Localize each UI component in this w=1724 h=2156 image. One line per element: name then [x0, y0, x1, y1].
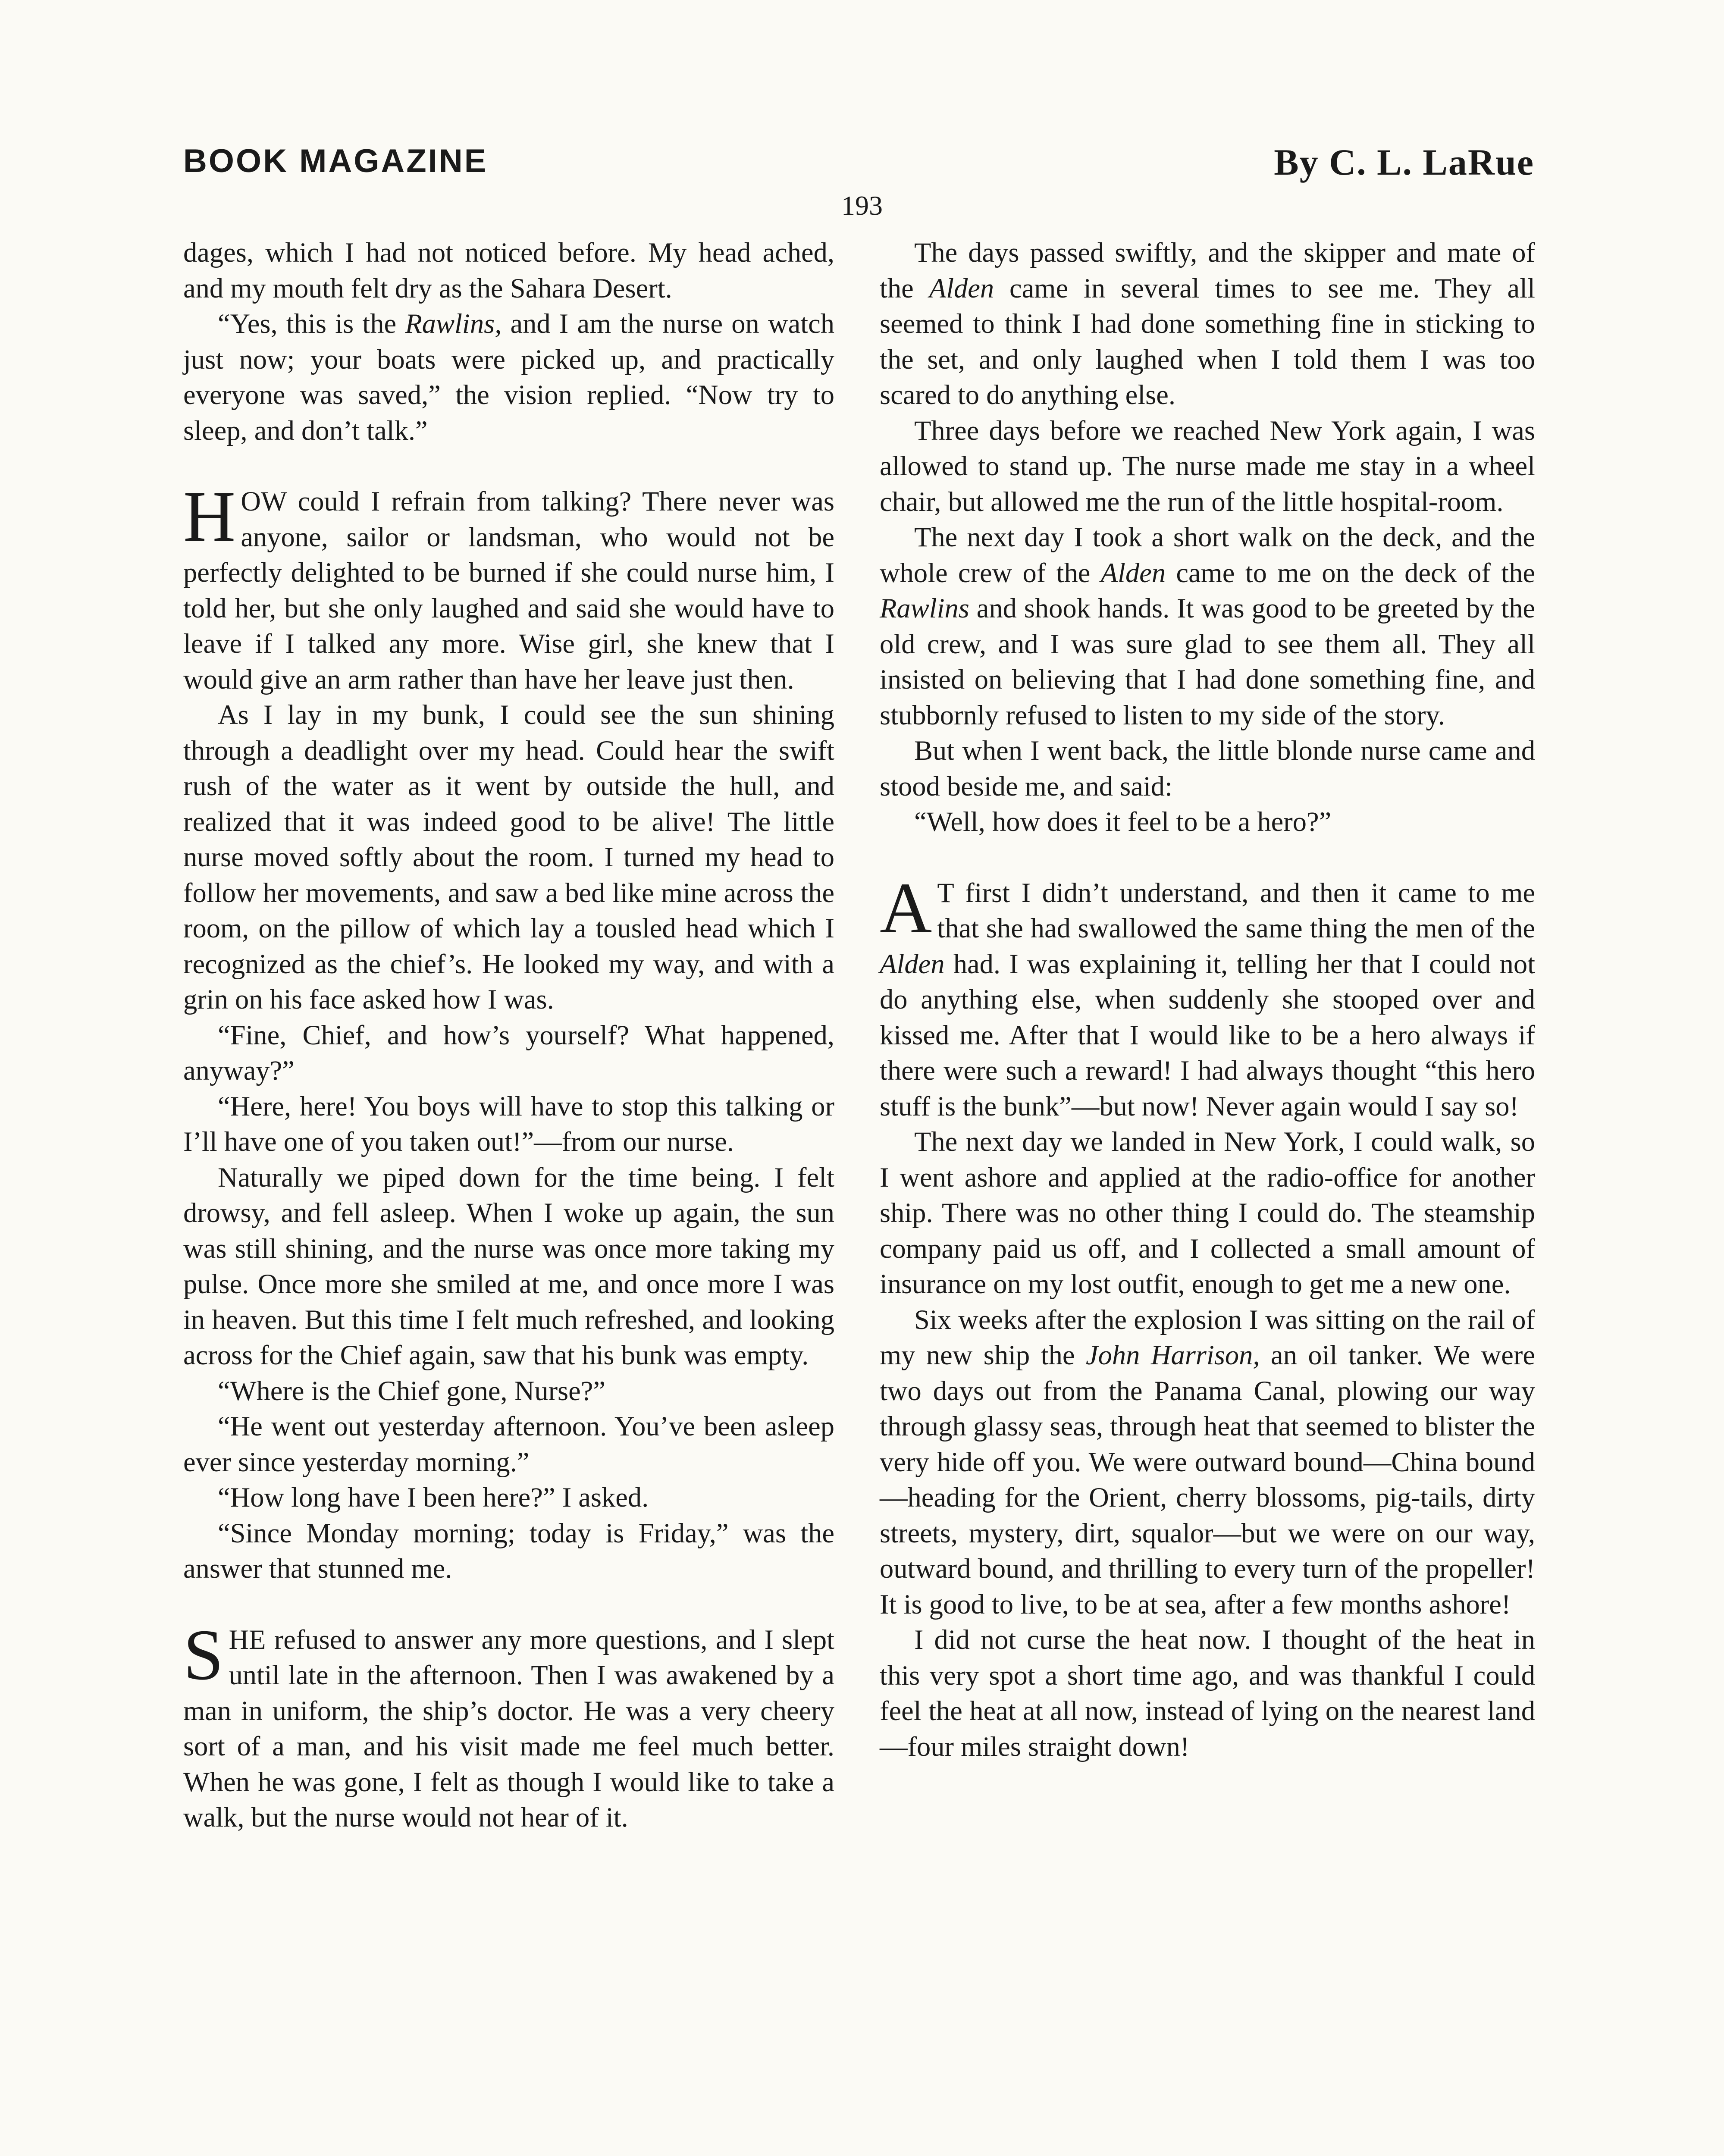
paragraph-text: Three days before we reached New York again, I was allowed to stand up. The nurse made me stay in a wheel chair, but allowed me the run of the little hospital-room.	[880, 415, 1535, 517]
paragraph	[880, 520, 1535, 733]
paragraph	[183, 1089, 834, 1160]
paragraph	[183, 1160, 834, 1373]
paragraph	[880, 1622, 1535, 1764]
paragraph-text: Naturally we piped down for the time being. I felt drowsy, and fell asleep. When I woke up again, the sun was still shining, and the nurse was once more taking my pulse. Once more she smiled at me, and once more I was in heaven. But this time I felt much refreshed, and looking across for the Chief again, saw that his bunk was empty.	[183, 1162, 834, 1370]
text-run: came in several times to see me. They all seemed to think I had done something fine in sticking to the set, and only laughed when I told them I was too scared to do anything else.	[880, 273, 1535, 410]
drop-cap-letter: A	[880, 868, 932, 948]
text-run: and shook hands. It was good to be greeted by the old crew, and I was sure glad to see them all. They all insisted on believing that I had done something fine, and stubbornly refused to listen to my side of the story.	[880, 593, 1535, 730]
paragraph-text: “How long have I been here?” I asked.	[218, 1482, 649, 1513]
italic-name: Rawlins,	[405, 308, 502, 339]
text-run: The days passed swiftly, and the skipper and mate of the	[880, 237, 1535, 304]
text-run: The next day I took a short walk on the deck, and the whole crew of the	[880, 522, 1535, 588]
italic-name: John Harrison,	[1086, 1340, 1260, 1370]
paragraph	[183, 235, 834, 306]
author-byline: By C. L. LaRue	[1274, 141, 1534, 183]
drop-cap-letter: H	[183, 476, 236, 557]
drop-cap-letter: S	[183, 1614, 224, 1695]
text-run: T first I didn’t understand, and then it came to me that she had swallowed the same thing the men of the	[937, 877, 1535, 943]
paragraph-text: “Well, how does it feel to be a hero?”	[914, 806, 1332, 837]
paragraph	[183, 1480, 834, 1516]
paragraph	[183, 697, 834, 1018]
paragraph	[183, 1373, 834, 1409]
right-column	[880, 235, 1535, 1764]
text-run: had. I was explaining it, telling her that I could not do anything else, when suddenly she stooped over and kissed me. After that I would like to be a hero always if there were such a reward! I had always thought “this hero stuff is the bunk”—but now! Never again would I say so!	[880, 948, 1535, 1122]
section-paragraph	[183, 1614, 834, 1836]
italic-name: Rawlins	[880, 593, 969, 624]
italic-name: Alden	[1100, 557, 1166, 588]
paragraph	[880, 733, 1535, 804]
italic-name: Alden	[880, 948, 945, 979]
paragraph-text: The next day we landed in New York, I could walk, so I went ashore and applied at the radio-office for another ship. There was no other thing I could do. The steamship company paid us off, and I collected a small amount of insurance on my lost outfit, enough to get me a new one.	[880, 1126, 1535, 1299]
paragraph	[880, 1124, 1535, 1302]
paragraph	[880, 804, 1535, 840]
section-paragraph	[880, 868, 1535, 1125]
magazine-title: BOOK MAGAZINE	[183, 143, 488, 179]
paragraph-text: I did not curse the heat now. I thought of the heat in this very spot a short time ago, and was thankful I could feel the heat at all now, instead of lying on the nearest land—four miles straight down!	[880, 1624, 1535, 1762]
italic-name: Alden	[929, 273, 994, 304]
paragraph	[183, 1516, 834, 1587]
text-run: and I am the nurse on watch just now; your boats were picked up, and practically everyone was saved,” the vision replied. “Now try to sleep, and don’t talk.”	[183, 308, 834, 446]
paragraph	[880, 1302, 1535, 1623]
paragraph-text: could I refrain from talking? There never was anyone, sailor or landsman, who would not be perfectly delighted to be burned if she could nurse him, I told her, but she only laughed and said she would have to leave if I talked any more. Wise girl, she knew that I would give an arm rather than have her leave just then.	[183, 486, 834, 695]
paragraph	[880, 413, 1535, 520]
paragraph	[183, 1409, 834, 1480]
lead-in-text: HE	[229, 1624, 266, 1655]
section-paragraph	[183, 476, 834, 697]
text-run: an oil tanker. We were two days out from the Panama Canal, plowing our way through glassy seas, through heat that seemed to blister the very hide off you. We were outward bound—China bound—heading for the Orient, cherry blossoms, pig-tails, dirty streets, mystery, dirt, squalor—but we were on our way, outward bound, and thrilling to every turn of the propeller! It is good to live, to be at sea, after a few months ashore!	[880, 1340, 1536, 1620]
lead-in-text: OW	[241, 486, 287, 517]
paragraph-text: refused to answer any more questions, and I slept until late in the afternoon. Then I was awakened by a man in uniform, the ship’s doctor. He was a very cheery sort of a man, and his visit made me feel much better. When he was gone, I felt as though I would like to take a walk, but the nurse would not hear of it.	[183, 1624, 834, 1833]
paragraph-text: “Since Monday morning; today is Friday,” was the answer that stunned me.	[183, 1517, 834, 1584]
text-run: came to me on the deck of the	[1166, 557, 1535, 588]
text-run: Six weeks after the explosion I was sitting on the rail of my new ship the	[880, 1304, 1535, 1370]
paragraph	[183, 306, 834, 448]
paragraph	[880, 235, 1535, 413]
paragraph	[183, 1018, 834, 1089]
paragraph-text: As I lay in my bunk, I could see the sun shining through a deadlight over my head. Could hear the swift rush of the water as it went by outside the hull, and realized that it was indeed good to be alive! The little nurse moved softly about the room. I turned my head to follow her movements, and saw a bed like mine across the room, on the pillow of which lay a tousled head which I recognized as the chief’s. He looked my way, and with a grin on his face asked how I was.	[183, 699, 834, 1015]
paragraph-text: “Fine, Chief, and how’s yourself? What happened, anyway?”	[183, 1019, 834, 1086]
left-column	[183, 235, 834, 1836]
paragraph-text: dages, which I had not noticed before. My head ached, and my mouth felt dry as the Sahara Desert.	[183, 237, 834, 304]
paragraph-text: “Here, here! You boys will have to stop this talking or I’ll have one of you taken out!”—from our nurse.	[183, 1091, 834, 1157]
paragraph-text: “He went out yesterday afternoon. You’ve been asleep ever since yesterday morning.”	[183, 1411, 834, 1477]
text-run: “Yes, this is the	[218, 308, 405, 339]
paragraph-text: “Where is the Chief gone, Nurse?”	[218, 1375, 606, 1406]
page-number: 193	[841, 190, 883, 221]
paragraph-text: But when I went back, the little blonde nurse came and stood beside me, and said:	[880, 735, 1535, 802]
